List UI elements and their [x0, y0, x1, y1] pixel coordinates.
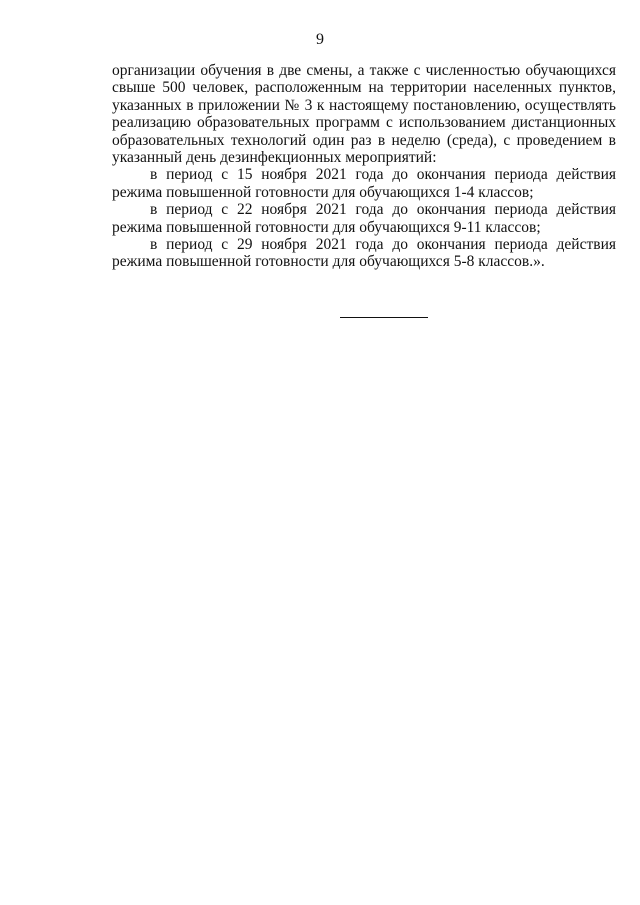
document-body	[112, 62, 616, 271]
page-number: 9	[316, 31, 324, 48]
paragraph-main: организации обучения в две смены, а также с численностью обучающихся свыше 500 человек, расположенным на территории населенных пунктов, указанных в приложении № 3 к настоящему постановлению, осуществлять реализацию образовательных программ с использованием дистанционных образовательных технологий один раз в неделю (среда), с проведением в указанный день дезинфекционных мероприятий:	[112, 62, 616, 167]
list-item-period-1: в период с 15 ноября 2021 года до окончания периода действия режима повышенной готовности для обучающихся 1-4 классов;	[112, 166, 616, 201]
list-item-period-3: в период с 29 ноября 2021 года до окончания периода действия режима повышенной готовности для обучающихся 5-8 классов.».	[112, 236, 616, 271]
list-item-period-2: в период с 22 ноября 2021 года до окончания периода действия режима повышенной готовности для обучающихся 9-11 классов;	[112, 201, 616, 236]
end-separator-line	[340, 317, 428, 318]
